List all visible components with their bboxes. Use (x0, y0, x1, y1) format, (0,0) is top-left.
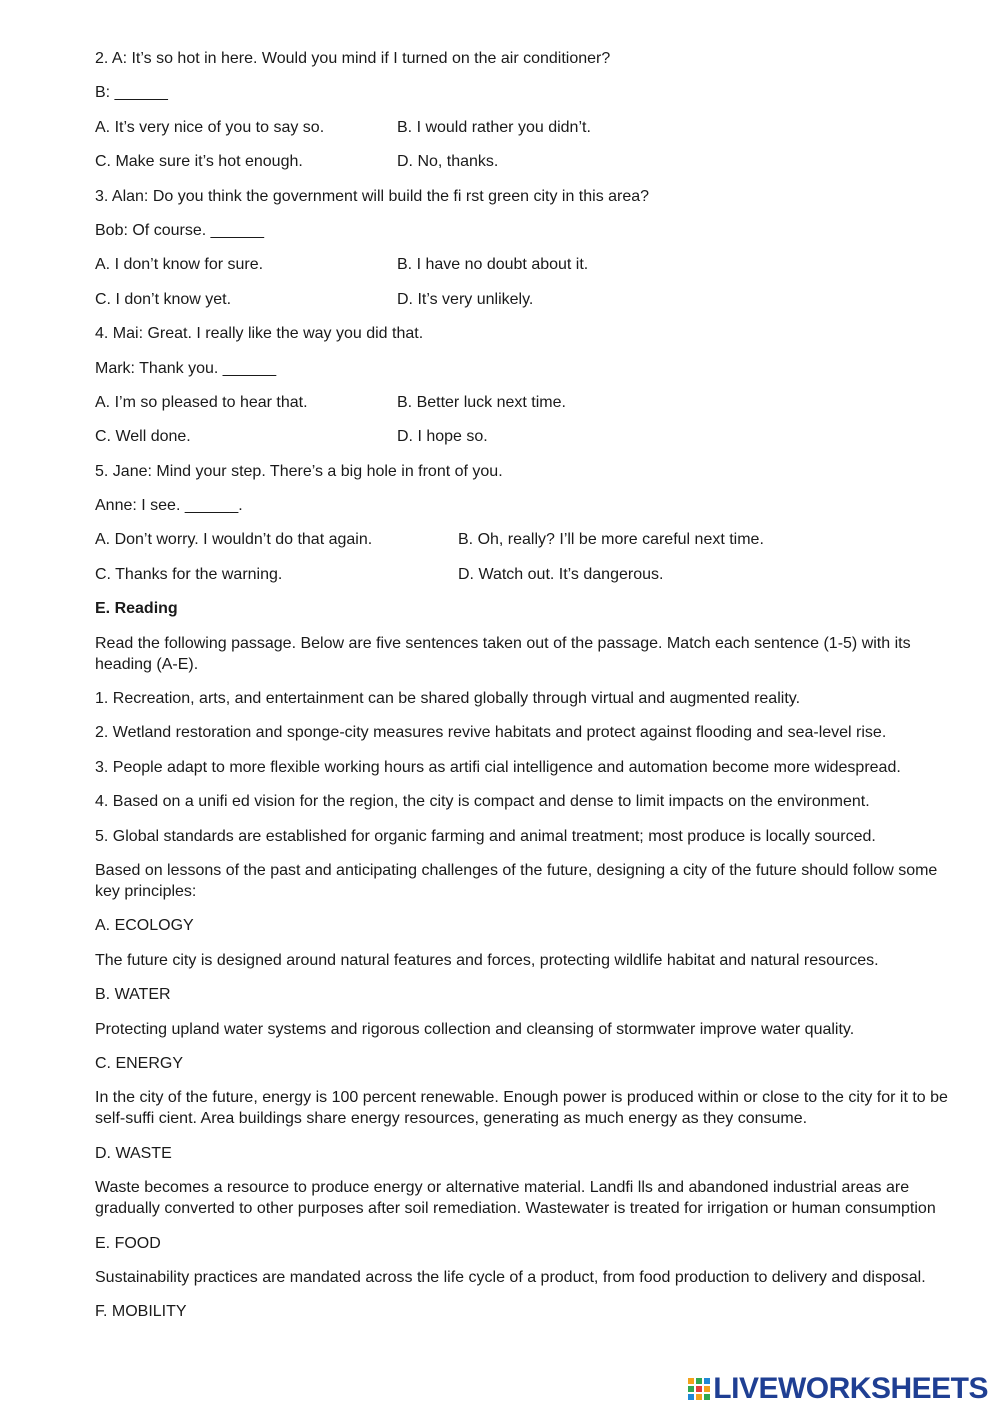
section-text-water: Protecting upland water systems and rigorous collection and cleansing of stormwater improve water quality. (95, 1020, 855, 1038)
reading-sentence-3: 3. People adapt to more flexible working hours as artifi cial intelligence and automation become more widespread. (95, 758, 901, 776)
reading-heading: E. Reading (95, 600, 178, 618)
question-5-options-row-2 (95, 564, 957, 585)
question-2-prompt: 2. A: It’s so hot in here. Would you mind if I turned on the air conditioner? (95, 50, 611, 67)
reading-instruction: Read the following passage. Below are five sentences taken out of the passage. Match each sentence (1-5) with its heading (A-E). (95, 634, 911, 673)
liveworksheets-logo (688, 1372, 988, 1406)
question-5-reply: Anne: I see. ______. (95, 497, 243, 515)
option-b[interactable]: B. Better luck next time. (397, 393, 566, 411)
question-2-reply: B: ______ (95, 84, 168, 102)
question-2-options-row-1 (95, 117, 957, 138)
option-d[interactable]: D. No, thanks. (397, 153, 499, 171)
reading-sentence-2: 2. Wetland restoration and sponge-city measures revive habitats and protect against flooding and sea-level rise. (95, 724, 887, 742)
section-title-water: B. WATER (95, 986, 171, 1004)
reading-sentence-4: 4. Based on a unifi ed vision for the region, the city is compact and dense to limit impacts on the environment. (95, 793, 870, 811)
option-d[interactable]: D. I hope so. (397, 428, 488, 446)
section-title-ecology: A. ECOLOGY (95, 917, 194, 935)
question-4-prompt: 4. Mai: Great. I really like the way you did that. (95, 325, 424, 343)
reading-sentence-1: 1. Recreation, arts, and entertainment can be shared globally through virtual and augmented reality. (95, 690, 801, 708)
question-3-prompt: 3. Alan: Do you think the government will build the fi rst green city in this area? (95, 187, 650, 205)
option-d[interactable]: D. Watch out. It’s dangerous. (458, 565, 664, 583)
option-c[interactable]: C. Well done. (95, 428, 191, 446)
option-c[interactable]: C. Thanks for the warning. (95, 565, 283, 583)
question-3-reply: Bob: Of course. ______ (95, 221, 264, 239)
section-text-energy: In the city of the future, energy is 100 percent renewable. Enough power is produced within or close to the city for it to be self-suffi cient. Area buildings share energy resources, generating as much energy as they consume. (95, 1089, 948, 1128)
reading-sentence-5: 5. Global standards are established for organic farming and animal treatment; most produce is locally sourced. (95, 827, 876, 845)
liveworksheets-logo-text: LIVEWORKSHEETS (713, 1372, 988, 1405)
option-d[interactable]: D. It’s very unlikely. (397, 290, 534, 308)
option-b[interactable]: B. I would rather you didn’t. (397, 118, 591, 136)
liveworksheets-logo-icon (688, 1376, 710, 1402)
section-title-energy: C. ENERGY (95, 1054, 184, 1072)
section-text-waste: Waste becomes a resource to produce energy or alternative material. Landfi lls and abandoned industrial areas are gradually converted to other purposes after soil remediation. Wastewater is treated for irrigation or human consumption (95, 1179, 936, 1218)
section-title-food: E. FOOD (95, 1234, 161, 1252)
option-a[interactable]: A. I don’t know for sure. (95, 256, 264, 274)
section-text-ecology: The future city is designed around natural features and forces, protecting wildlife habitat and natural resources. (95, 951, 879, 969)
option-c[interactable]: C. Make sure it’s hot enough. (95, 153, 303, 171)
section-title-waste: D. WASTE (95, 1144, 172, 1162)
question-4-reply: Mark: Thank you. ______ (95, 359, 277, 377)
worksheet-page (95, 48, 957, 1336)
option-a[interactable]: A. I’m so pleased to hear that. (95, 393, 308, 411)
question-5-prompt: 5. Jane: Mind your step. There’s a big hole in front of you. (95, 462, 503, 480)
option-a[interactable]: A. Don’t worry. I wouldn’t do that again. (95, 531, 373, 549)
question-4-options-row-2 (95, 426, 957, 447)
option-a[interactable]: A. It’s very nice of you to say so. (95, 118, 325, 136)
question-5-options-row-1 (95, 529, 957, 550)
option-b[interactable]: B. Oh, really? I’ll be more careful next time. (458, 531, 764, 549)
question-4-options-row-1 (95, 392, 957, 413)
question-3-options-row-1 (95, 254, 957, 275)
option-c[interactable]: C. I don’t know yet. (95, 290, 232, 308)
question-2-options-row-2 (95, 151, 957, 172)
option-b[interactable]: B. I have no doubt about it. (397, 256, 589, 274)
section-text-food: Sustainability practices are mandated across the life cycle of a product, from food production to delivery and disposal. (95, 1268, 926, 1286)
question-3-options-row-2 (95, 289, 957, 310)
section-title-mobility: F. MOBILITY (95, 1303, 187, 1321)
reading-intro: Based on lessons of the past and anticipating challenges of the future, designing a city of the future should follow some key principles: (95, 861, 938, 900)
